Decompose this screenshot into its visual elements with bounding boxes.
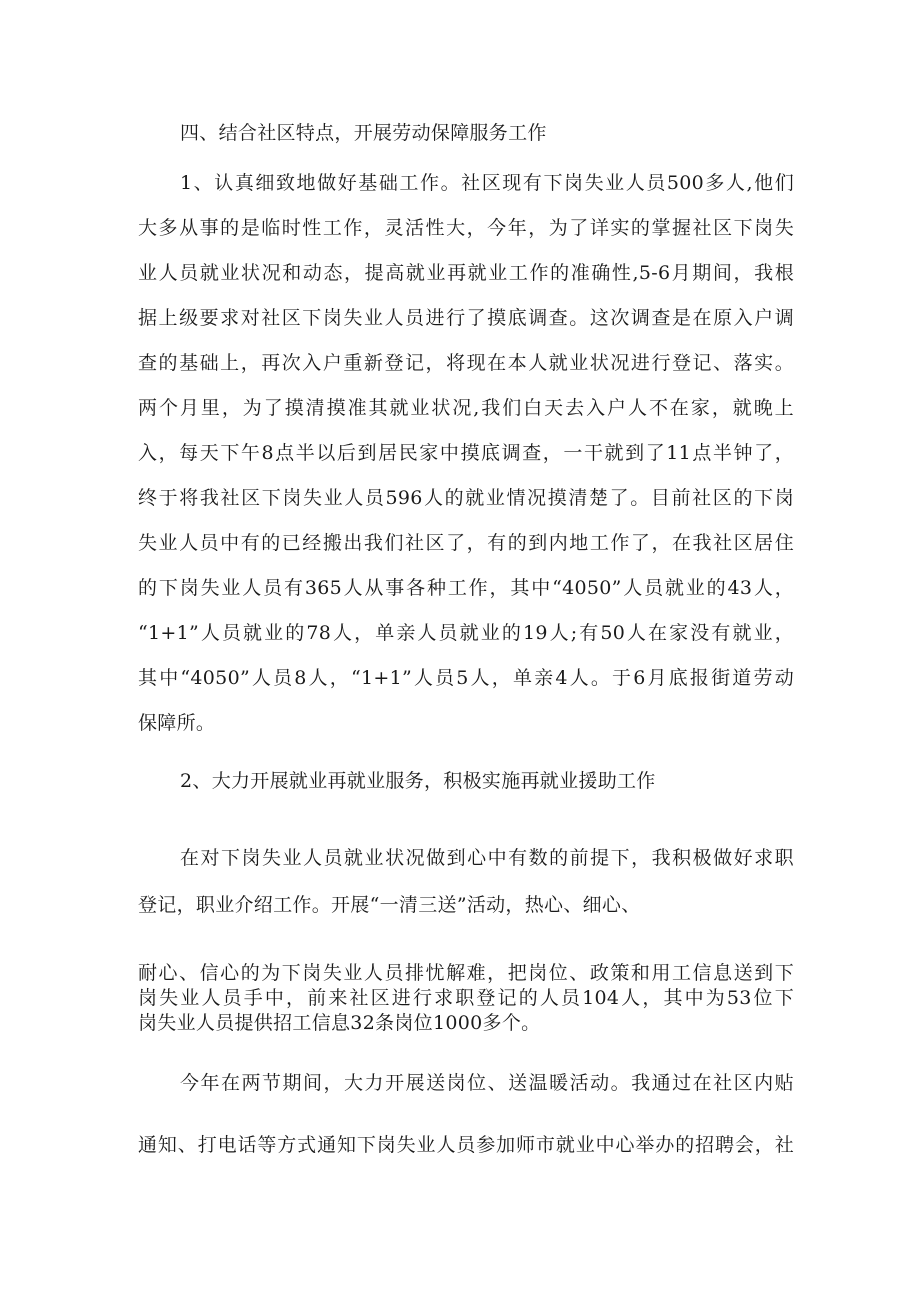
paragraph-line: 通知、打电话等方式通知下岗失业人员参加师市就业中心举办的招聘会，社 (138, 1134, 794, 1156)
paragraph-line: 大多从事的是临时性工作，灵活性大，今年，为了详实的掌握社区下岗失 (138, 217, 794, 239)
paragraph-line: 耐心、信心的为下岗失业人员排忧解难，把岗位、政策和用工信息送到下 (138, 962, 794, 984)
paragraph-line: 终于将我社区下岗失业人员596人的就业情况摸清楚了。目前社区的下岗 (138, 487, 794, 509)
paragraph-line: 查的基础上，再次入户重新登记，将现在本人就业状况进行登记、落实。 (138, 352, 794, 374)
subheading: 2、大力开展就业再就业服务，积极实施再就业援助工作 (180, 770, 656, 792)
paragraph-line: 的下岗失业人员有365人从事各种工作，其中“4050”人员就业的43人， (138, 577, 794, 599)
paragraph-line: 入，每天下午8点半以后到居民家中摸底调查，一干就到了11点半钟了， (138, 442, 794, 464)
section-heading: 四、结合社区特点，开展劳动保障服务工作 (180, 122, 547, 144)
paragraph-line: 登记，职业介绍工作。开展“一清三送”活动，热心、细心、 (138, 894, 641, 916)
paragraph-line: “1+1”人员就业的78人，单亲人员就业的19人;有50人在家没有就业， (138, 622, 794, 644)
paragraph-line: 岗失业人员手中，前来社区进行求职登记的人员104人，其中为53位下 (138, 987, 794, 1009)
paragraph-line: 岗失业人员提供招工信息32条岗位1000多个。 (138, 1012, 541, 1034)
paragraph-line: 失业人员中有的已经搬出我们社区了，有的到内地工作了，在我社区居住 (138, 532, 794, 554)
paragraph-line: 保障所。 (138, 712, 216, 734)
paragraph-line: 今年在两节期间，大力开展送岗位、送温暖活动。我通过在社区内贴 (180, 1072, 794, 1094)
paragraph-line: 其中“4050”人员8人，“1+1”人员5人，单亲4人。于6月底报街道劳动 (138, 667, 794, 689)
paragraph-line: 业人员就业状况和动态，提高就业再就业工作的准确性,5-6月期间，我根 (138, 262, 794, 284)
paragraph-line: 在对下岗失业人员就业状况做到心中有数的前提下，我积极做好求职 (180, 847, 794, 869)
paragraph-line: 据上级要求对社区下岗失业人员进行了摸底调查。这次调查是在原入户调 (138, 307, 794, 329)
paragraph-line: 两个月里，为了摸清摸准其就业状况,我们白天去入户人不在家，就晚上 (138, 397, 794, 419)
paragraph-line: 1、认真细致地做好基础工作。社区现有下岗失业人员500多人,他们 (180, 172, 794, 194)
